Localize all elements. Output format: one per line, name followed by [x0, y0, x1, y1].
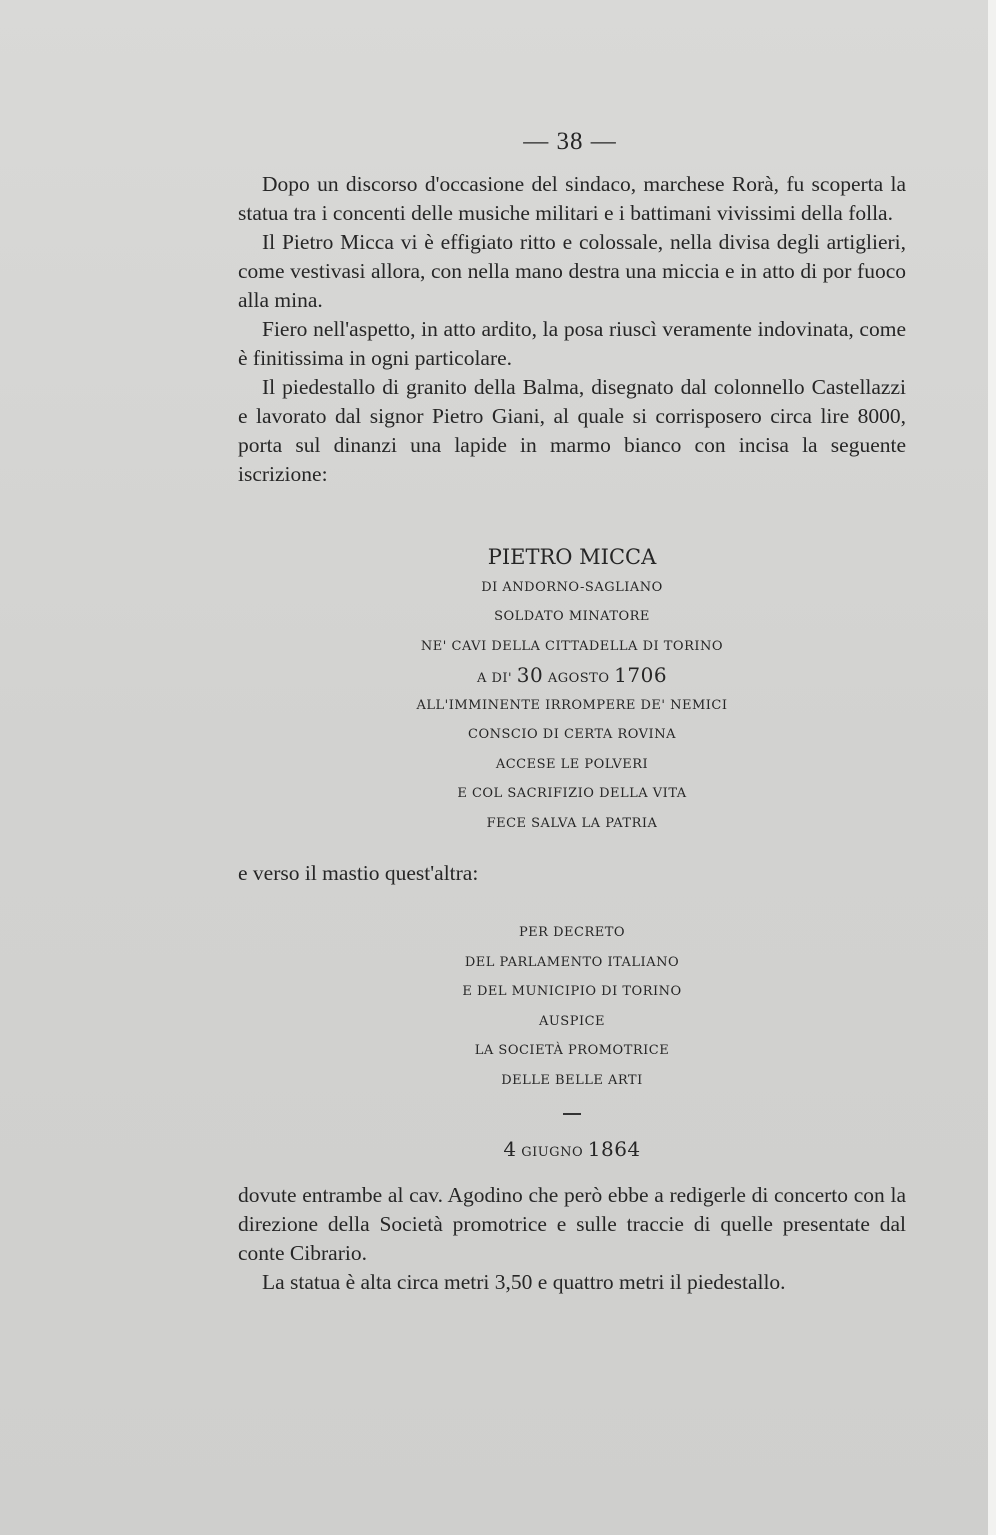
paragraph-3: Fiero nell'aspetto, in atto ardito, la posa riuscì veramente indovinata, come è finitissima in ogni particolare.	[238, 317, 906, 370]
date-year: 1864	[587, 1137, 641, 1161]
page-edge	[988, 0, 996, 1535]
inscription-line: DI ANDORNO-SAGLIANO	[481, 579, 663, 595]
inscription-line: DEL PARLAMENTO ITALIANO	[464, 954, 680, 970]
inscription-date	[238, 1135, 906, 1165]
date-day: 4	[503, 1137, 517, 1161]
page-number: — 38 —	[523, 128, 617, 155]
paragraph-4: Il piedestallo di granito della Balma, disegnato dal colonnello Castellazzi e lavorato dal signor Pietro Giani, al quale si corrisposero circa lire 8000, porta sul dinanzi una lapide in marmo bianco con incisa la seguente iscrizione:	[238, 375, 906, 486]
inscription-line: DELLE BELLE ARTI	[501, 1072, 643, 1088]
inscription-line: LA SOCIETÀ PROMOTRICE	[474, 1043, 670, 1058]
inscription-date	[238, 661, 906, 691]
inscription-line: CONSCIO DI CERTA ROVINA	[468, 727, 676, 742]
inscription-line: E DEL MUNICIPIO DI TORINO	[462, 984, 682, 999]
intro-second-inscription: e verso il mastio quest'altra:	[238, 861, 479, 885]
date-year: 1706	[614, 663, 668, 687]
body-text-bottom	[238, 1181, 906, 1297]
paragraph-6: La statua è alta circa metri 3,50 e quattro metri il piedestallo.	[262, 1270, 786, 1294]
inscription-line: FECE SALVA LA PATRIA	[486, 815, 658, 831]
date-day: 30	[516, 663, 544, 687]
inscription-line: ALL'IMMINENTE IRROMPERE DE' NEMICI	[416, 697, 728, 713]
inscription-title: PIETRO MICCA	[487, 545, 657, 569]
inscription-line: AUSPICE	[538, 1013, 606, 1029]
paragraph-1: Dopo un discorso d'occasione del sindaco, marchese Rorà, fu scoperta la statua tra i concenti delle musiche militari e i battimani vivissimi della folla.	[238, 172, 906, 225]
date-month: AGOSTO	[547, 671, 610, 686]
inscription-line: SOLDATO MINATORE	[494, 609, 650, 624]
inscription-line: PER DECRETO	[518, 925, 626, 940]
separator-dash	[563, 1113, 581, 1115]
separator	[238, 1095, 906, 1135]
paragraph-2: Il Pietro Micca vi è effigiato ritto e colossale, nella divisa degli artiglieri, come vestivasi allora, con nella mano destra una miccia e in atto di por fuoco alla mina.	[238, 230, 906, 312]
date-month: GIUGNO	[521, 1145, 584, 1160]
inscription-line: NE' CAVI DELLA CITTADELLA DI TORINO	[420, 638, 724, 654]
inscription-back	[238, 918, 906, 1165]
inscription-front	[238, 543, 906, 838]
inscription-line: E COL SACRIFIZIO DELLA VITA	[457, 786, 687, 801]
inscription-line: ACCESE LE POLVERI	[495, 756, 649, 772]
paragraph-5: dovute entrambe al cav. Agodino che però ebbe a redigerle di concerto con la direzione della Società promotrice e sulle traccie di quelle presentate dal conte Cibrario.	[238, 1183, 906, 1265]
body-text-top	[238, 170, 906, 489]
date-prefix: A DI'	[476, 671, 513, 686]
